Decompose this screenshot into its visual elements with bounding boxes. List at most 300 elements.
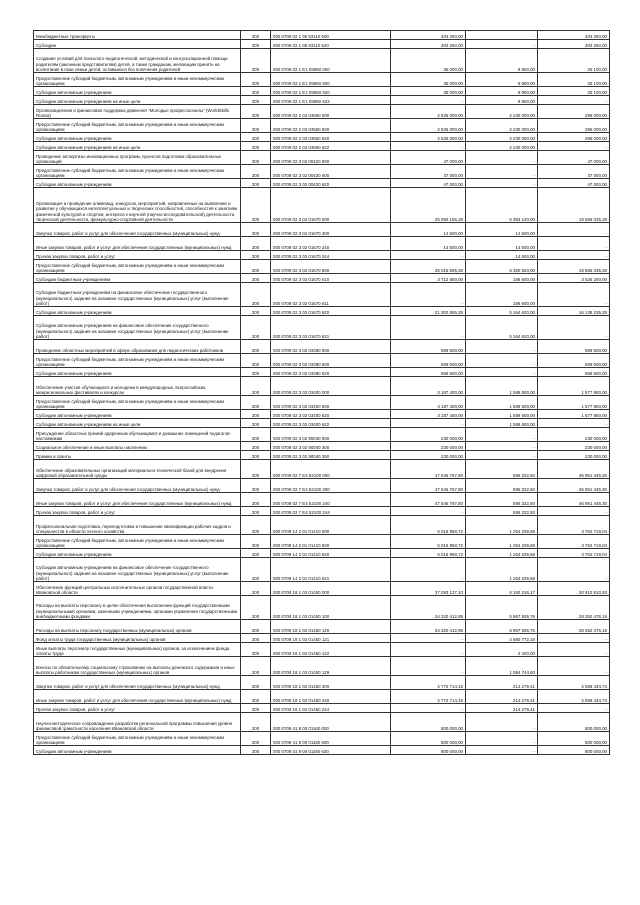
row-name-cell: Предоставление субсидий бюджетным, автономным учреждениям и иным некоммерческим организациям bbox=[34, 354, 241, 368]
row-approved-amount-cell: 5 016 958,72 bbox=[391, 516, 466, 535]
row-admin-code-cell: 200 bbox=[241, 377, 271, 396]
row-approved-amount-cell: 230 000,00 bbox=[391, 451, 466, 460]
row-classification-code-cell: 000 0709 18 1 02 01450 244 bbox=[271, 704, 391, 713]
row-name-cell: Субсидии автономным учреждениям bbox=[34, 133, 241, 142]
row-name-cell: Субсидии автономным учреждениям bbox=[34, 87, 241, 96]
row-remaining-amount-cell: 800 000,00 bbox=[538, 746, 610, 755]
table-row bbox=[34, 746, 610, 755]
row-executed-amount-cell: - bbox=[466, 354, 538, 368]
row-approved-amount-cell: 34 320 412,95 bbox=[391, 596, 466, 620]
row-remaining-amount-cell: 869 500,00 bbox=[538, 368, 610, 377]
table-row bbox=[34, 396, 610, 410]
row-name-cell: Предоставление субсидий бюджетным, автономным учреждениям и иным некоммерческим организациям bbox=[34, 535, 241, 549]
table-row bbox=[34, 237, 610, 251]
row-remaining-amount-cell: - bbox=[538, 634, 610, 643]
row-classification-code-cell: 000 0709 02 7 E4 52100 200 bbox=[271, 479, 391, 493]
row-remaining-amount-cell: 28 352 476,19 bbox=[538, 596, 610, 620]
row-remaining-amount-cell: 3 526 200,00 bbox=[538, 274, 610, 283]
row-remaining-amount-cell: - bbox=[538, 96, 610, 105]
row-name-cell: Прочая закупка товаров, работ и услуг bbox=[34, 704, 241, 713]
row-approved-amount-cell: - bbox=[391, 316, 466, 340]
row-approved-amount-cell: 5 016 958,72 bbox=[391, 535, 466, 549]
table-row bbox=[34, 460, 610, 479]
row-name-cell: Расходы на выплаты персоналу государственных (муниципальных) органов bbox=[34, 620, 241, 634]
row-executed-amount-cell: 595 322,50 bbox=[466, 479, 538, 493]
row-approved-amount-cell: 230 000,00 bbox=[391, 428, 466, 442]
row-approved-amount-cell: - bbox=[391, 643, 466, 657]
row-remaining-amount-cell: 230 000,00 bbox=[538, 451, 610, 460]
row-admin-code-cell: 200 bbox=[241, 410, 271, 419]
row-executed-amount-cell: 1 589 500,00 bbox=[466, 377, 538, 396]
row-executed-amount-cell: 595 322,50 bbox=[466, 460, 538, 479]
row-classification-code-cell: 000 0709 14 2 01 01410 600 bbox=[271, 535, 391, 549]
row-classification-code-cell: 000 0709 18 1 02 01450 240 bbox=[271, 690, 391, 704]
row-remaining-amount-cell: 46 951 445,30 bbox=[538, 493, 610, 507]
row-name-cell: Субсидии автономным учреждениям на финансовое обеспечение государственного (муниципального) задания на оказание государственных (муниципальных) услуг (выполнение работ) bbox=[34, 316, 241, 340]
row-name-cell: Субсидии бюджетным учреждениям bbox=[34, 274, 241, 283]
row-classification-code-cell: 000 0709 18 1 02 01450 200 bbox=[271, 676, 391, 690]
row-remaining-amount-cell: - bbox=[538, 142, 610, 151]
row-name-cell: Премии и гранты bbox=[34, 451, 241, 460]
row-approved-amount-cell: 35 000,00 bbox=[391, 73, 466, 87]
row-executed-amount-cell: 2 230 000,00 bbox=[466, 105, 538, 119]
row-name-cell: Предоставление субсидий бюджетным, автономным учреждениям и иным некоммерческим организациям bbox=[34, 73, 241, 87]
row-admin-code-cell: 200 bbox=[241, 87, 271, 96]
row-remaining-amount-cell: 46 951 445,30 bbox=[538, 479, 610, 493]
row-approved-amount-cell: 35 000,00 bbox=[391, 87, 466, 96]
row-executed-amount-cell: - bbox=[466, 179, 538, 188]
row-admin-code-cell: 200 bbox=[241, 690, 271, 704]
row-executed-amount-cell: 5 350 620,00 bbox=[466, 260, 538, 274]
row-classification-code-cell: 000 0709 02 3 02 00420 000 bbox=[271, 151, 391, 165]
row-classification-code-cell: 000 0709 02 3 02 90040 350 bbox=[271, 451, 391, 460]
row-executed-amount-cell: 1 589 500,00 bbox=[466, 419, 538, 428]
row-executed-amount-cell: 5 164 620,00 bbox=[466, 316, 538, 340]
table-row bbox=[34, 96, 610, 105]
table-row bbox=[34, 105, 610, 119]
row-approved-amount-cell: 869 500,00 bbox=[391, 354, 466, 368]
row-approved-amount-cell: 37 093 127,10 bbox=[391, 582, 466, 596]
row-remaining-amount-cell: 230 000,00 bbox=[538, 442, 610, 451]
row-executed-amount-cell: 1 254 239,68 bbox=[466, 558, 538, 582]
row-executed-amount-cell: - bbox=[466, 713, 538, 732]
row-name-cell: Социальное обеспечение и иные выплаты населению bbox=[34, 442, 241, 451]
row-name-cell: Субсидии автономным учреждениям bbox=[34, 179, 241, 188]
row-admin-code-cell: 200 bbox=[241, 274, 271, 283]
row-admin-code-cell: 200 bbox=[241, 620, 271, 634]
row-remaining-amount-cell: 230 000,00 bbox=[538, 428, 610, 442]
row-classification-code-cell: 000 0709 02 1 E1 05960 000 bbox=[271, 49, 391, 73]
row-classification-code-cell: 000 0709 41 9 00 01160 000 bbox=[271, 713, 391, 732]
row-remaining-amount-cell: - bbox=[538, 223, 610, 237]
row-executed-amount-cell: 9 900,00 bbox=[466, 73, 538, 87]
table-row bbox=[34, 316, 610, 340]
row-classification-code-cell: 000 0709 41 9 00 01160 620 bbox=[271, 746, 391, 755]
table-row bbox=[34, 40, 610, 49]
row-admin-code-cell: 200 bbox=[241, 223, 271, 237]
row-executed-amount-cell: - bbox=[466, 151, 538, 165]
row-executed-amount-cell: - bbox=[466, 746, 538, 755]
table-row bbox=[34, 377, 610, 396]
row-admin-code-cell: 200 bbox=[241, 428, 271, 442]
row-name-cell: Субсидии бюджетным учреждениям на финансовое обеспечение государственного (муниципального) задания на оказание государственных (муниципальных) услуг (выполнение работ) bbox=[34, 283, 241, 307]
row-approved-amount-cell: 869 500,00 bbox=[391, 368, 466, 377]
row-admin-code-cell: 200 bbox=[241, 493, 271, 507]
row-executed-amount-cell: 5 967 936,76 bbox=[466, 596, 538, 620]
row-approved-amount-cell: 3 187 400,00 bbox=[391, 396, 466, 410]
row-admin-code-cell: 200 bbox=[241, 151, 271, 165]
table-row bbox=[34, 368, 610, 377]
table-row bbox=[34, 704, 610, 713]
row-remaining-amount-cell: 3 762 719,04 bbox=[538, 516, 610, 535]
row-classification-code-cell: 000 0709 02 3 02 90040 300 bbox=[271, 442, 391, 451]
row-name-cell: Присуждение областных премий одаренным обучающимся и домашних помещений педагогов-наставникам bbox=[34, 428, 241, 442]
row-name-cell: Субсидии автономным учреждениям bbox=[34, 549, 241, 558]
row-classification-code-cell: 000 0709 02 2 03 03550 600 bbox=[271, 119, 391, 133]
row-classification-code-cell: 000 0709 14 2 01 01410 621 bbox=[271, 558, 391, 582]
row-classification-code-cell: 000 0709 02 3 02 03390 600 bbox=[271, 354, 391, 368]
row-remaining-amount-cell: 25 100,00 bbox=[538, 87, 610, 96]
row-approved-amount-cell: 404 250,00 bbox=[391, 40, 466, 49]
row-remaining-amount-cell: 1 577 900,00 bbox=[538, 396, 610, 410]
table-row bbox=[34, 223, 610, 237]
row-approved-amount-cell: - bbox=[391, 251, 466, 260]
row-classification-code-cell: 000 0709 18 1 02 01450 122 bbox=[271, 643, 391, 657]
row-remaining-amount-cell: - bbox=[538, 657, 610, 676]
row-admin-code-cell: 200 bbox=[241, 165, 271, 179]
row-classification-code-cell: 000 0709 18 1 02 01450 100 bbox=[271, 596, 391, 620]
row-approved-amount-cell: - bbox=[391, 283, 466, 307]
row-classification-code-cell: 000 0709 18 1 02 01450 000 bbox=[271, 582, 391, 596]
row-executed-amount-cell: 1 254 239,68 bbox=[466, 535, 538, 549]
row-remaining-amount-cell: 800 000,00 bbox=[538, 732, 610, 746]
table-row bbox=[34, 676, 610, 690]
table-row bbox=[34, 133, 610, 142]
row-remaining-amount-cell: 296 000,00 bbox=[538, 105, 610, 119]
row-admin-code-cell: 200 bbox=[241, 354, 271, 368]
row-admin-code-cell: 200 bbox=[241, 516, 271, 535]
table-row bbox=[34, 558, 610, 582]
row-classification-code-cell: 000 0709 02 3 02 01670 620 bbox=[271, 307, 391, 316]
row-name-cell: Проведение областных мероприятий в сфере образования для педагогических работников bbox=[34, 340, 241, 354]
row-name-cell: Расходы на выплаты персоналу в целях обеспечения выполнения функций государственными (муниципальными) органами, казенными учреждениями, органами управления государственными внебюджетными фондами bbox=[34, 596, 241, 620]
row-approved-amount-cell: 14 500,00 bbox=[391, 237, 466, 251]
row-remaining-amount-cell: 296 000,00 bbox=[538, 133, 610, 142]
row-executed-amount-cell: 595 322,50 bbox=[466, 507, 538, 516]
table-row bbox=[34, 151, 610, 165]
row-executed-amount-cell: 595 322,50 bbox=[466, 493, 538, 507]
row-remaining-amount-cell: 404 250,00 bbox=[538, 31, 610, 40]
row-executed-amount-cell: - bbox=[466, 340, 538, 354]
table-row bbox=[34, 49, 610, 73]
row-classification-code-cell: 000 0709 02 3 02 03400 622 bbox=[271, 419, 391, 428]
row-classification-code-cell: 000 0709 02 7 E4 52100 244 bbox=[271, 507, 391, 516]
row-classification-code-cell: 000 0709 02 1 E1 05960 622 bbox=[271, 96, 391, 105]
row-admin-code-cell: 200 bbox=[241, 260, 271, 274]
row-classification-code-cell: 000 0709 02 2 03 03550 622 bbox=[271, 142, 391, 151]
table-row bbox=[34, 657, 610, 676]
row-executed-amount-cell: 5 164 620,00 bbox=[466, 307, 538, 316]
row-executed-amount-cell: 1 589 500,00 bbox=[466, 410, 538, 419]
row-executed-amount-cell: 1 084 744,60 bbox=[466, 657, 538, 676]
table-row bbox=[34, 507, 610, 516]
row-classification-code-cell: 000 0709 02 3 02 01670 000 bbox=[271, 188, 391, 223]
row-name-cell: Субсидии автономным учреждениям на иные цели bbox=[34, 142, 241, 151]
row-remaining-amount-cell: 19 665 035,28 bbox=[538, 260, 610, 274]
row-executed-amount-cell: 4 880 772,16 bbox=[466, 634, 538, 643]
row-classification-code-cell: 000 0709 02 7 E4 52100 000 bbox=[271, 460, 391, 479]
row-classification-code-cell: 000 0709 14 2 01 01410 000 bbox=[271, 516, 391, 535]
row-remaining-amount-cell: 28 352 476,19 bbox=[538, 620, 610, 634]
row-admin-code-cell: 200 bbox=[241, 316, 271, 340]
row-remaining-amount-cell: 47 000,00 bbox=[538, 165, 610, 179]
row-admin-code-cell: 200 bbox=[241, 283, 271, 307]
row-name-cell: Субсидии автономным учреждениям на финансовое обеспечение государственного (муниципального) задания на оказание государственных (муниципальных) услуг (выполнение работ) bbox=[34, 558, 241, 582]
row-approved-amount-cell: 3 187 400,00 bbox=[391, 377, 466, 396]
table-row bbox=[34, 354, 610, 368]
row-admin-code-cell: 200 bbox=[241, 657, 271, 676]
row-remaining-amount-cell: 869 500,00 bbox=[538, 340, 610, 354]
table-row bbox=[34, 119, 610, 133]
table-row bbox=[34, 179, 610, 188]
table-row bbox=[34, 582, 610, 596]
table-row bbox=[34, 596, 610, 620]
row-name-cell: Предоставление субсидий бюджетным, автономным учреждениям и иным некоммерческим организациям bbox=[34, 396, 241, 410]
table-row bbox=[34, 479, 610, 493]
row-remaining-amount-cell: 47 000,00 bbox=[538, 151, 610, 165]
row-executed-amount-cell: 14 500,00 bbox=[466, 237, 538, 251]
row-classification-code-cell: 000 0709 14 2 01 01410 620 bbox=[271, 549, 391, 558]
row-classification-code-cell: 000 0709 02 3 02 01670 244 bbox=[271, 251, 391, 260]
row-admin-code-cell: 200 bbox=[241, 237, 271, 251]
row-name-cell: Субсидии автономным учреждениям на иные цели bbox=[34, 96, 241, 105]
row-admin-code-cell: 200 bbox=[241, 704, 271, 713]
row-remaining-amount-cell: 1 577 900,00 bbox=[538, 410, 610, 419]
row-approved-amount-cell: 25 050 155,28 bbox=[391, 188, 466, 223]
row-classification-code-cell: 000 0709 18 1 02 01450 120 bbox=[271, 620, 391, 634]
row-name-cell: Профессиональная подготовка, переподготовка и повышение квалификации рабочих кадров и специалистов в области лесного хозяйства bbox=[34, 516, 241, 535]
row-executed-amount-cell: 14 500,00 bbox=[466, 223, 538, 237]
row-admin-code-cell: 200 bbox=[241, 31, 271, 40]
row-name-cell: Субсидии автономным учреждениям bbox=[34, 410, 241, 419]
row-admin-code-cell: 200 bbox=[241, 460, 271, 479]
row-admin-code-cell: 200 bbox=[241, 582, 271, 596]
row-admin-code-cell: 200 bbox=[241, 558, 271, 582]
row-executed-amount-cell: 186 600,00 bbox=[466, 274, 538, 283]
row-classification-code-cell: 000 0709 02 3 02 90040 000 bbox=[271, 428, 391, 442]
table-row bbox=[34, 307, 610, 316]
row-approved-amount-cell: 2 526 000,00 bbox=[391, 105, 466, 119]
row-name-cell: Обеспечение функций центральных исполнительных органов государственной власти Ивановской области bbox=[34, 582, 241, 596]
row-approved-amount-cell: 47 546 767,80 bbox=[391, 460, 466, 479]
row-name-cell: Фонд оплаты труда государственных (муниципальных) органов bbox=[34, 634, 241, 643]
row-executed-amount-cell: 14 500,00 bbox=[466, 251, 538, 260]
row-remaining-amount-cell: 25 100,00 bbox=[538, 73, 610, 87]
row-remaining-amount-cell: 46 951 445,30 bbox=[538, 460, 610, 479]
row-admin-code-cell: 200 bbox=[241, 307, 271, 316]
table-row bbox=[34, 340, 610, 354]
row-classification-code-cell: 000 0709 02 3 02 03390 620 bbox=[271, 368, 391, 377]
row-approved-amount-cell: 404 250,00 bbox=[391, 31, 466, 40]
row-remaining-amount-cell: 16 138 235,28 bbox=[538, 307, 610, 316]
row-name-cell: Предоставление субсидий бюджетным, автономным учреждениям и иным некоммерческим организациям bbox=[34, 260, 241, 274]
row-name-cell: Субсидии автономным учреждениям bbox=[34, 307, 241, 316]
row-classification-code-cell: 000 0709 02 3 02 01670 200 bbox=[271, 223, 391, 237]
row-remaining-amount-cell: 404 250,00 bbox=[538, 40, 610, 49]
row-admin-code-cell: 200 bbox=[241, 596, 271, 620]
row-approved-amount-cell: 230 000,00 bbox=[391, 442, 466, 451]
row-remaining-amount-cell: - bbox=[538, 507, 610, 516]
row-classification-code-cell: 000 0709 02 3 02 00420 620 bbox=[271, 179, 391, 188]
row-remaining-amount-cell: 296 000,00 bbox=[538, 119, 610, 133]
row-name-cell: Предоставление субсидий бюджетным, автономным учреждениям и иным некоммерческим организациям bbox=[34, 165, 241, 179]
row-classification-code-cell: 000 0709 02 3 02 03390 000 bbox=[271, 340, 391, 354]
row-approved-amount-cell: 2 526 000,00 bbox=[391, 119, 466, 133]
row-approved-amount-cell: - bbox=[391, 704, 466, 713]
row-classification-code-cell: 000 0709 02 1 E1 05960 620 bbox=[271, 87, 391, 96]
row-classification-code-cell: 000 0709 02 1 E1 05960 600 bbox=[271, 73, 391, 87]
row-remaining-amount-cell: 1 577 900,00 bbox=[538, 377, 610, 396]
row-approved-amount-cell: 800 000,00 bbox=[391, 732, 466, 746]
row-classification-code-cell: 000 0709 02 3 02 01670 240 bbox=[271, 237, 391, 251]
row-admin-code-cell: 200 bbox=[241, 40, 271, 49]
row-admin-code-cell: 200 bbox=[241, 507, 271, 516]
row-approved-amount-cell: 35 000,00 bbox=[391, 49, 466, 73]
row-classification-code-cell: 000 0709 02 3 02 03400 600 bbox=[271, 396, 391, 410]
row-name-cell: Межбюджетные трансферты bbox=[34, 31, 241, 40]
row-executed-amount-cell: 2 230 000,00 bbox=[466, 133, 538, 142]
table-row bbox=[34, 260, 610, 274]
row-name-cell: Научно-методическое сопровождение разработки региональной программы повышения уровня финансовой грамотности населения Ивановской области bbox=[34, 713, 241, 732]
row-classification-code-cell: 000 0709 18 1 02 01450 129 bbox=[271, 657, 391, 676]
row-classification-code-cell: 000 0709 18 1 02 01450 121 bbox=[271, 634, 391, 643]
row-approved-amount-cell: 21 302 855,28 bbox=[391, 307, 466, 316]
row-approved-amount-cell: 3 712 800,00 bbox=[391, 274, 466, 283]
row-remaining-amount-cell: 869 500,00 bbox=[538, 354, 610, 368]
row-remaining-amount-cell: 30 910 910,93 bbox=[538, 582, 610, 596]
row-executed-amount-cell: 2 230 000,00 bbox=[466, 119, 538, 133]
row-name-cell: Обеспечение образовательных организаций материально-технической базой для внедрения цифровой образовательной среды bbox=[34, 460, 241, 479]
row-admin-code-cell: 200 bbox=[241, 133, 271, 142]
row-name-cell: Иные закупки товаров, работ и услуг для обеспечения государственных (муниципальных) нужд bbox=[34, 690, 241, 704]
table-row bbox=[34, 690, 610, 704]
row-approved-amount-cell: - bbox=[391, 507, 466, 516]
row-classification-code-cell: 000 0709 02 3 02 01670 611 bbox=[271, 283, 391, 307]
row-executed-amount-cell: - bbox=[466, 368, 538, 377]
row-executed-amount-cell: 9 900,00 bbox=[466, 96, 538, 105]
row-admin-code-cell: 200 bbox=[241, 73, 271, 87]
row-classification-code-cell: 000 0709 02 3 02 01670 621 bbox=[271, 316, 391, 340]
row-executed-amount-cell: - bbox=[466, 31, 538, 40]
row-name-cell: Субсидии автономным учреждениям bbox=[34, 746, 241, 755]
row-name-cell: Проведение экспертизы инновационных программ, проектов подготовки образовательных организаций bbox=[34, 151, 241, 165]
row-approved-amount-cell: 47 546 767,80 bbox=[391, 479, 466, 493]
table-row bbox=[34, 419, 610, 428]
table-row bbox=[34, 516, 610, 535]
row-admin-code-cell: 200 bbox=[241, 713, 271, 732]
row-executed-amount-cell: 5 967 936,76 bbox=[466, 620, 538, 634]
row-executed-amount-cell: - bbox=[466, 451, 538, 460]
row-approved-amount-cell: 25 015 655,28 bbox=[391, 260, 466, 274]
row-admin-code-cell: 200 bbox=[241, 396, 271, 410]
row-admin-code-cell: 200 bbox=[241, 179, 271, 188]
row-remaining-amount-cell: - bbox=[538, 643, 610, 657]
row-admin-code-cell: 200 bbox=[241, 479, 271, 493]
row-remaining-amount-cell: - bbox=[538, 283, 610, 307]
row-approved-amount-cell: 47 000,00 bbox=[391, 151, 466, 165]
row-executed-amount-cell: 214 279,41 bbox=[466, 704, 538, 713]
row-executed-amount-cell: 2 230 000,00 bbox=[466, 142, 538, 151]
row-name-cell: Субсидии автономным учреждениям bbox=[34, 368, 241, 377]
row-admin-code-cell: 200 bbox=[241, 119, 271, 133]
row-remaining-amount-cell: - bbox=[538, 704, 610, 713]
row-name-cell: Предоставление субсидий бюджетным, автономным учреждениям и иным некоммерческим организациям bbox=[34, 732, 241, 746]
row-remaining-amount-cell: 47 000,00 bbox=[538, 179, 610, 188]
row-remaining-amount-cell: 25 100,00 bbox=[538, 49, 610, 73]
row-executed-amount-cell: - bbox=[466, 40, 538, 49]
row-executed-amount-cell: - bbox=[466, 442, 538, 451]
row-classification-code-cell: 000 0709 41 9 00 01160 600 bbox=[271, 732, 391, 746]
row-admin-code-cell: 200 bbox=[241, 340, 271, 354]
row-executed-amount-cell: - bbox=[466, 428, 538, 442]
row-executed-amount-cell: 6 182 216,17 bbox=[466, 582, 538, 596]
row-name-cell: Закупка товаров, работ и услуг для обеспечения государственных (муниципальных) нужд bbox=[34, 676, 241, 690]
row-classification-code-cell: 000 0709 02 2 03 03550 620 bbox=[271, 133, 391, 142]
row-name-cell: Создание условий для психолого-педагогической, методической и консультационной помощи родителям (законным представителям) детей, а также гражданам, желающим принять на воспитание в свои семьи детей, оставшихся без попечения родителей bbox=[34, 49, 241, 73]
row-approved-amount-cell: - bbox=[391, 558, 466, 582]
table-row bbox=[34, 732, 610, 746]
table-row bbox=[34, 165, 610, 179]
row-remaining-amount-cell: 800 000,00 bbox=[538, 713, 610, 732]
row-approved-amount-cell: 869 500,00 bbox=[391, 340, 466, 354]
row-admin-code-cell: 200 bbox=[241, 746, 271, 755]
table-body bbox=[34, 31, 610, 755]
table-row bbox=[34, 535, 610, 549]
row-remaining-amount-cell: - bbox=[538, 316, 610, 340]
row-approved-amount-cell: 47 000,00 bbox=[391, 179, 466, 188]
row-admin-code-cell: 200 bbox=[241, 732, 271, 746]
table-row bbox=[34, 643, 610, 657]
row-approved-amount-cell: 800 000,00 bbox=[391, 713, 466, 732]
row-name-cell: Субсидии автономным учреждениям на иные цели bbox=[34, 419, 241, 428]
table-row bbox=[34, 634, 610, 643]
table-row bbox=[34, 73, 610, 87]
row-admin-code-cell: 200 bbox=[241, 419, 271, 428]
table-row bbox=[34, 31, 610, 40]
table-row bbox=[34, 620, 610, 634]
row-executed-amount-cell: 9 900,00 bbox=[466, 87, 538, 96]
row-name-cell: Прочая закупка товаров, работ и услуг bbox=[34, 251, 241, 260]
row-approved-amount-cell: 14 500,00 bbox=[391, 223, 466, 237]
table-row bbox=[34, 251, 610, 260]
row-remaining-amount-cell: 3 762 719,04 bbox=[538, 535, 610, 549]
row-executed-amount-cell: 186 600,00 bbox=[466, 283, 538, 307]
row-admin-code-cell: 200 bbox=[241, 251, 271, 260]
row-admin-code-cell: 200 bbox=[241, 451, 271, 460]
row-executed-amount-cell: 9 900,00 bbox=[466, 49, 538, 73]
row-admin-code-cell: 200 bbox=[241, 368, 271, 377]
table-row bbox=[34, 713, 610, 732]
row-approved-amount-cell: - bbox=[391, 142, 466, 151]
row-approved-amount-cell: - bbox=[391, 96, 466, 105]
row-classification-code-cell: 000 0709 02 1 06 83110 500 bbox=[271, 31, 391, 40]
row-classification-code-cell: 000 0709 02 3 02 03400 620 bbox=[271, 410, 391, 419]
row-name-cell: Предоставление субсидий бюджетным, автономным учреждениям и иным некоммерческим организациям bbox=[34, 119, 241, 133]
table-row bbox=[34, 410, 610, 419]
row-admin-code-cell: 200 bbox=[241, 188, 271, 223]
row-name-cell: Организационная и финансовая поддержка движения "Молодые профессионалы" (WorldSkills Russia) bbox=[34, 105, 241, 119]
row-remaining-amount-cell: - bbox=[538, 251, 610, 260]
